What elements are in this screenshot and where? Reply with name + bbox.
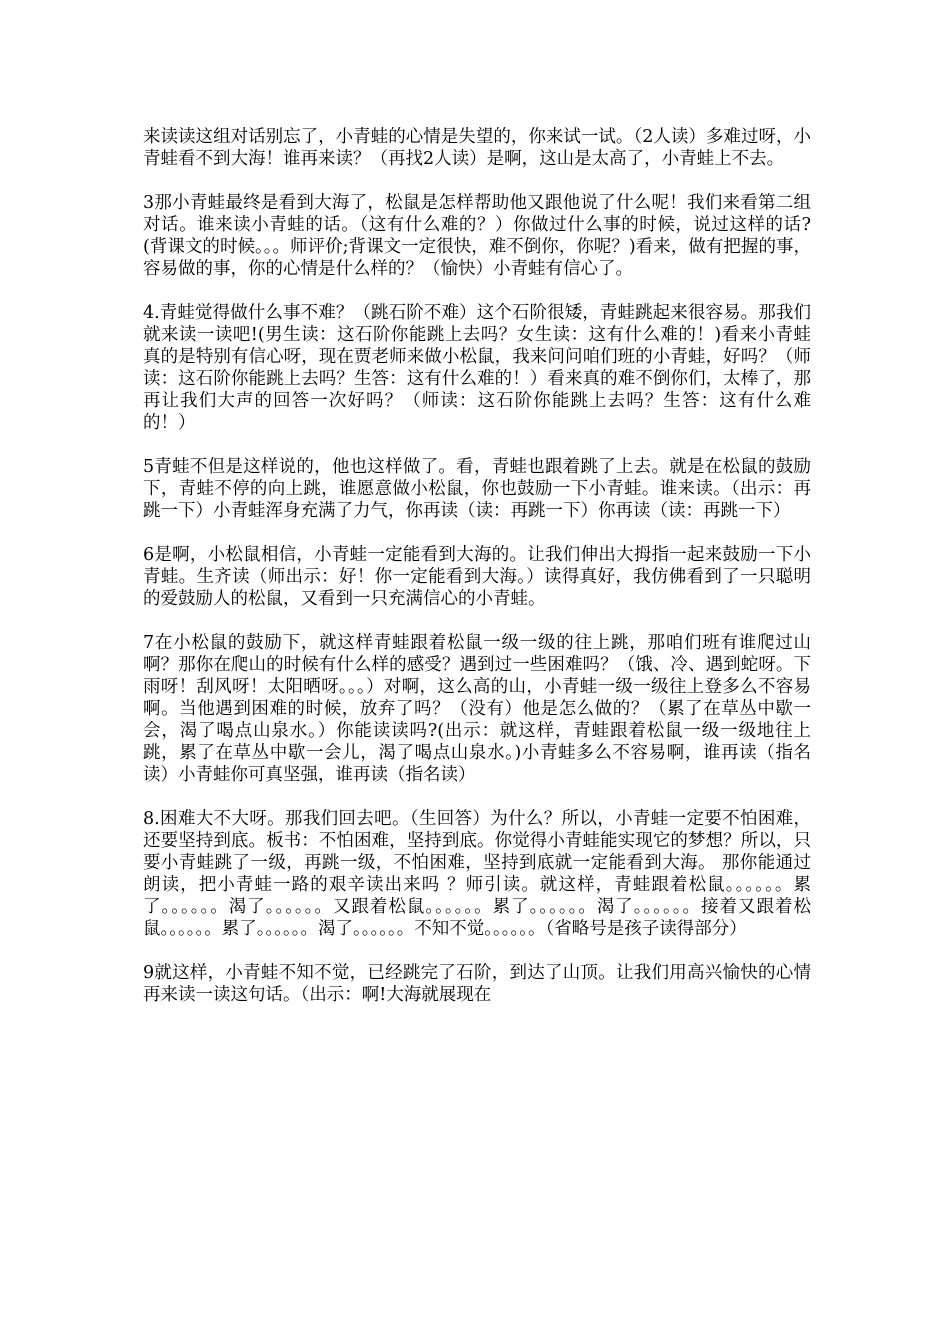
paragraph-2: 3那小青蛙最终是看到大海了，松鼠是怎样帮助他又跟他说了什么呢！我们来看第二组对话。谁来读小青蛙的话。（这有什么难的？）你做过什么事的时候，说过这样的话?(背课文的时候。。。师评价;背课文一定很快，难不倒你，你呢？)看来，做有把握的事，容易做的事，你的心情是什么样的？（愉快）小青蛙有信心了。: [143, 193, 811, 279]
paragraph-5: 6是啊，小松鼠相信，小青蛙一定能看到大海的。让我们伸出大拇指一起来鼓励一下小青蛙。生齐读（师出示：好！你一定能看到大海。）读得真好，我仿佛看到了一只聪明的爱鼓励人的松鼠，又看到一只充满信心的小青蛙。: [143, 545, 811, 609]
paragraph-6: 7在小松鼠的鼓励下，就这样青蛙跟着松鼠一级一级的往上跳，那咱们班有谁爬过山啊？那你在爬山的时候有什么样的感受？遇到过一些困难吗？（饿、冷、遇到蛇呀。下雨呀！刮风呀！太阳晒呀。。。）对啊，这么高的山，小青蛙一级一级往上登多么不容易啊。当他遇到困难的时候，放弃了吗？（没有）他是怎么做的？（累了在草丛中歇一会，渴了喝点山泉水。）你能读读吗?(出示：就这样，青蛙跟着松鼠一级一级地往上跳，累了在草丛中歇一会儿，渴了喝点山泉水。)小青蛙多么不容易啊，谁再读（指名读）小青蛙你可真坚强，谁再读（指名读）: [143, 633, 811, 785]
paragraph-1: 来读读这组对话别忘了，小青蛙的心情是失望的，你来试一试。（2人读）多难过呀，小青蛙看不到大海！谁再来读？（再找2人读）是啊，这山是太高了，小青蛙上不去。: [143, 127, 811, 169]
paragraph-8: 9就这样，小青蛙不知不觉，已经跳完了石阶，到达了山顶。让我们用高兴愉快的心情再来读一读这句话。（出示：啊!大海就展现在: [143, 963, 811, 1005]
paragraph-7: 8.困难大不大呀。那我们回去吧。（生回答）为什么？所以，小青蛙一定要不怕困难，还要坚持到底。板书：不怕困难，坚持到底。你觉得小青蛙能实现它的梦想？所以，只要小青蛙跳了一级，再跳一级，不怕困难，坚持到底就一定能看到大海。 那你能通过朗读，把小青蛙一路的艰辛读出来吗 ？师引读。就这样，青蛙跟着松鼠。。。。。。累了。。。。。。渴了。。。。。。又跟着松鼠。。。。。。累了。。。。。。渴了。。。。。。接着又跟着松鼠。。。。。。累了。。。。。。渴了。。。。。。不知不觉。。。。。。（省略号是孩子读得部分）: [143, 809, 811, 939]
paragraph-4: 5青蛙不但是这样说的，他也这样做了。看，青蛙也跟着跳了上去。就是在松鼠的鼓励下，青蛙不停的向上跳，谁愿意做小松鼠，你也鼓励一下小青蛙。谁来读。（出示：再跳一下）小青蛙浑身充满了力气，你再读（读：再跳一下）你再读（读：再跳一下）: [143, 457, 811, 521]
paragraph-3: 4.青蛙觉得做什么事不难？（跳石阶不难）这个石阶很矮，青蛙跳起来很容易。那我们就来读一读吧!(男生读：这石阶你能跳上去吗？女生读：这有什么难的！)看来小青蛙真的是特别有信心呀，现在贾老师来做小松鼠，我来问问咱们班的小青蛙，好吗？（师读：这石阶你能跳上去吗？生答：这有什么难的！）看来真的难不倒你们，太棒了，那再让我们大声的回答一次好吗？（师读：这石阶你能跳上去吗？生答：这有什么难的！）: [143, 303, 811, 433]
document-page: [143, 126, 811, 1028]
